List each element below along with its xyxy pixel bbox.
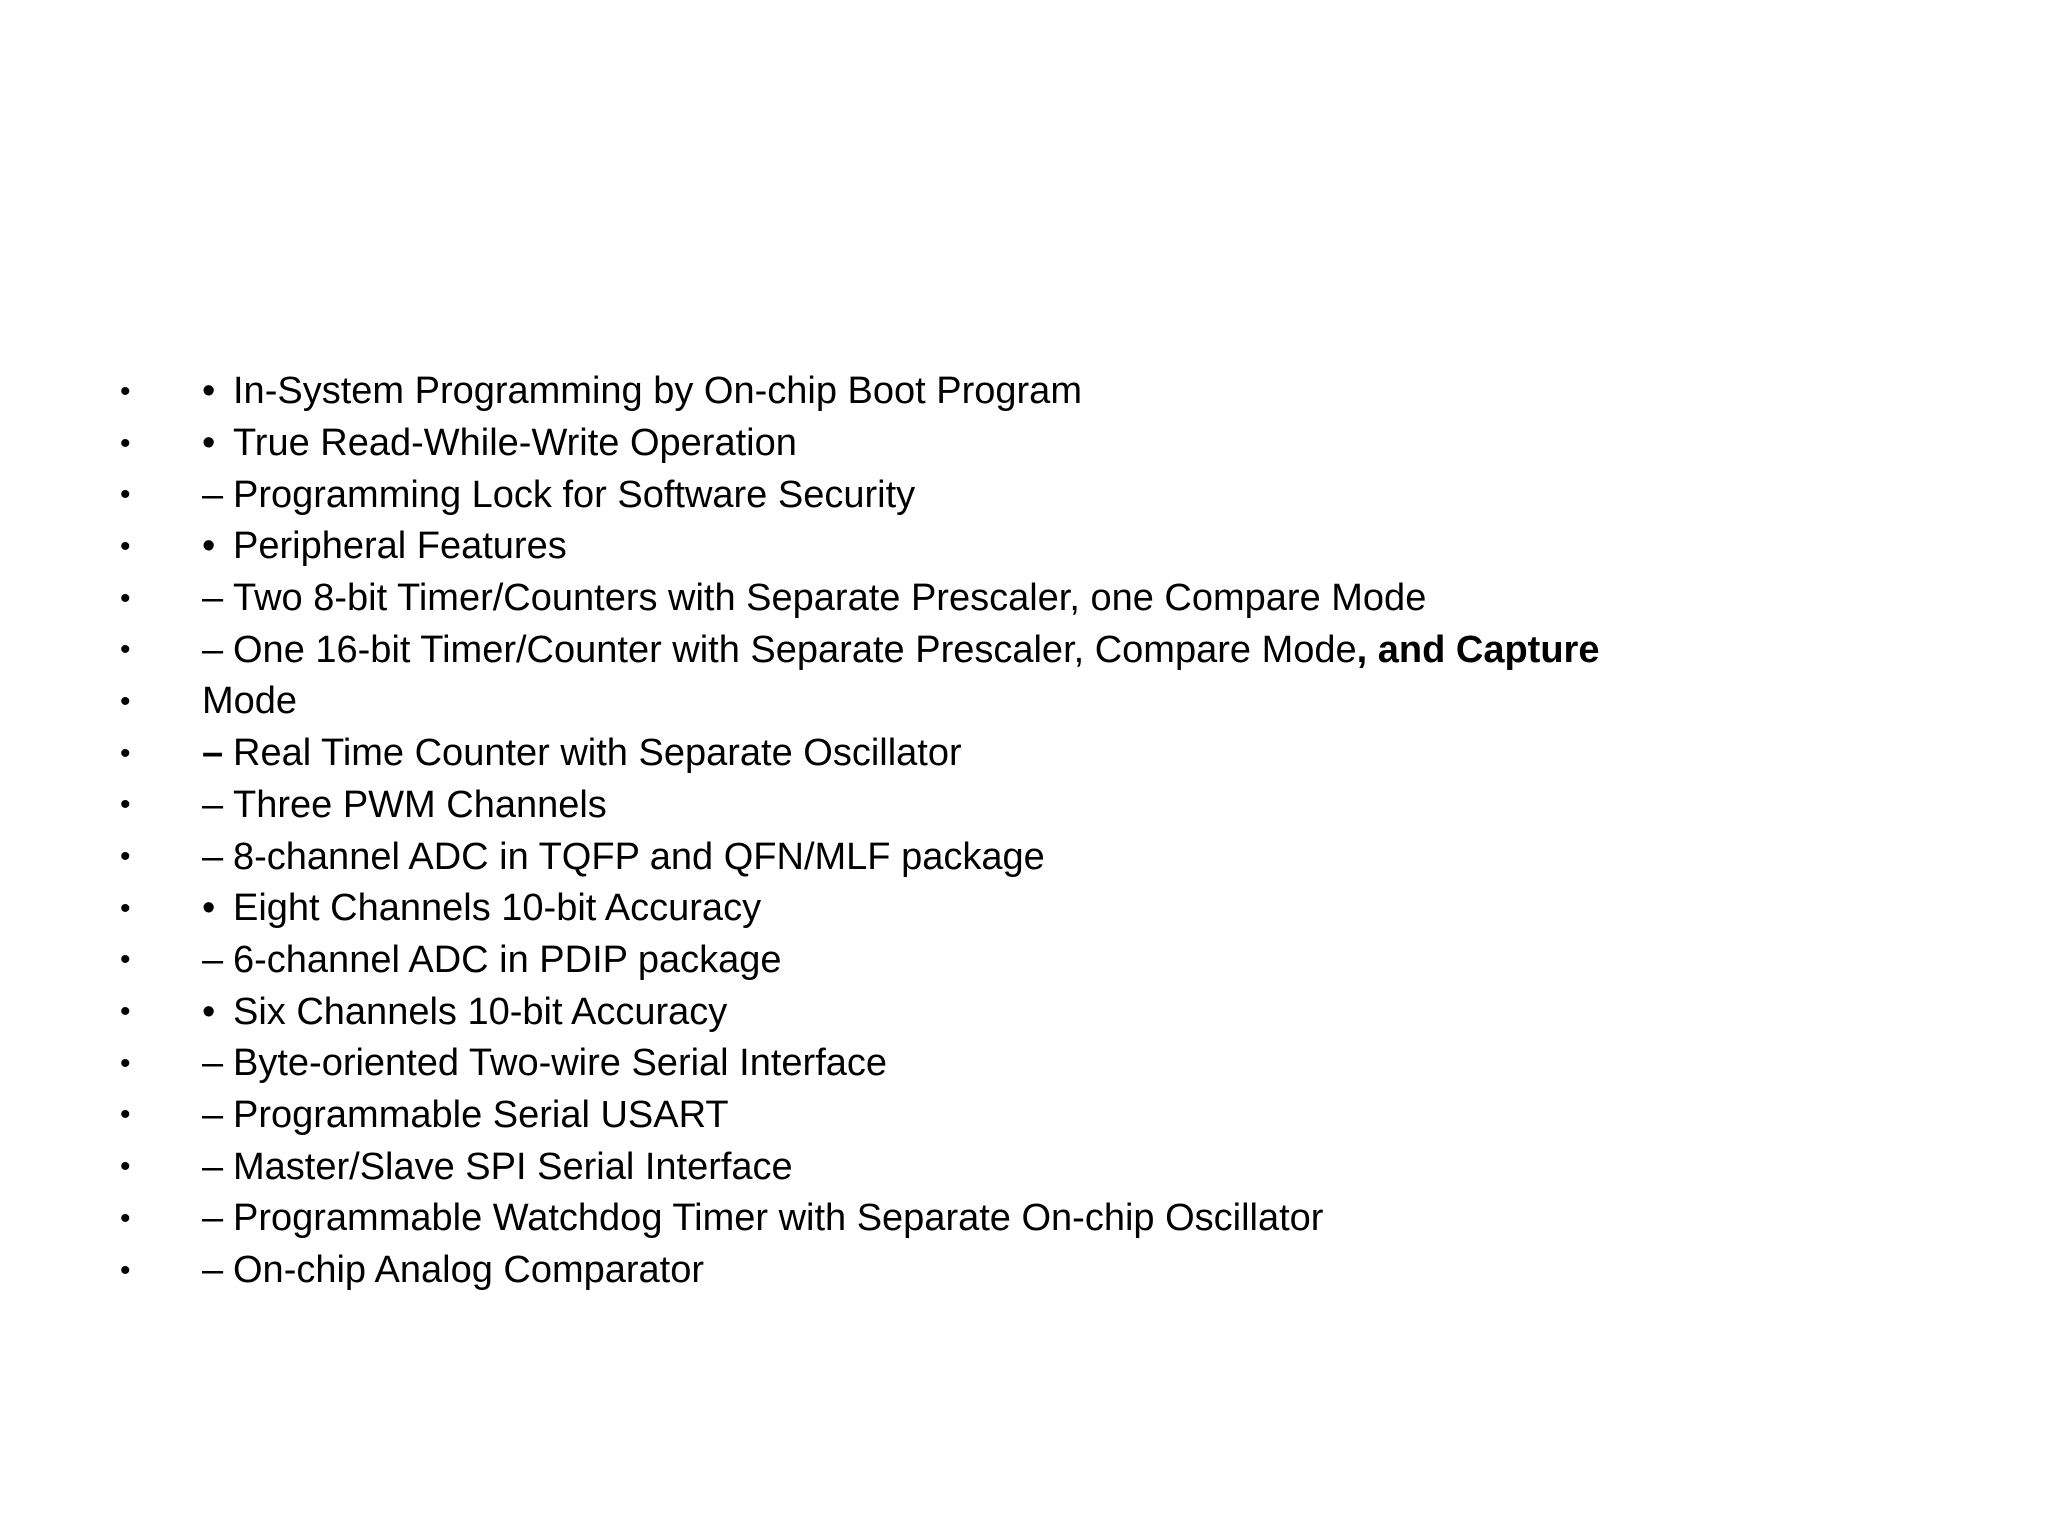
item-marker: • — [202, 422, 216, 465]
bullet-icon: • — [120, 1150, 131, 1184]
item-text: Three PWM Channels — [233, 783, 607, 826]
list-item — [120, 1245, 1940, 1297]
list-item — [120, 986, 1940, 1038]
bullet-icon: • — [120, 736, 131, 770]
list-item — [120, 573, 1940, 625]
bullet-icon: • — [120, 529, 131, 563]
item-marker: – — [202, 783, 224, 826]
bullet-icon: • — [120, 1046, 131, 1080]
list-item — [120, 469, 1940, 521]
item-marker: – — [202, 1145, 224, 1188]
list-item — [120, 831, 1940, 883]
list-item — [120, 1038, 1940, 1090]
bullet-icon: • — [120, 633, 131, 667]
item-text: In-System Programming by On-chip Boot Program — [233, 370, 1082, 413]
item-text-bold: , and Capture — [1356, 628, 1600, 671]
list-item — [120, 418, 1940, 470]
item-text: Programming Lock for Software Security — [233, 473, 916, 516]
bullet-icon: • — [120, 995, 131, 1029]
list-item — [120, 366, 1940, 418]
list-item — [120, 521, 1940, 573]
bullet-icon: • — [120, 684, 131, 718]
item-text: Mode — [202, 680, 298, 723]
item-marker: – — [202, 1093, 224, 1136]
item-text: Eight Channels 10-bit Accuracy — [233, 887, 762, 930]
list-item — [120, 1141, 1940, 1193]
bullet-icon: • — [120, 891, 131, 925]
item-marker: – — [202, 577, 224, 620]
item-text: 8-channel ADC in TQFP and QFN/MLF package — [233, 835, 1045, 878]
item-marker: – — [202, 1249, 224, 1292]
item-marker: – — [202, 1042, 224, 1085]
item-text: Programmable Serial USART — [233, 1093, 729, 1136]
item-text: Master/Slave SPI Serial Interface — [233, 1145, 793, 1188]
item-text: One 16-bit Timer/Counter with Separate Prescaler, Compare Mode — [233, 628, 1357, 671]
bullet-icon: • — [120, 426, 131, 460]
bullet-icon: • — [120, 374, 131, 408]
item-marker: • — [202, 370, 216, 413]
list-item — [120, 780, 1940, 832]
list-item — [120, 728, 1940, 780]
item-marker: – — [202, 732, 224, 775]
item-text: Two 8-bit Timer/Counters with Separate Prescaler, one Compare Mode — [233, 577, 1427, 620]
item-text: Programmable Watchdog Timer with Separate On-chip Oscillator — [233, 1197, 1324, 1240]
item-text: Six Channels 10-bit Accuracy — [233, 990, 728, 1033]
item-marker: • — [202, 887, 216, 930]
item-marker: – — [202, 835, 224, 878]
bullet-icon: • — [120, 581, 131, 615]
bullet-icon: • — [120, 1098, 131, 1132]
item-text: True Read-While-Write Operation — [233, 422, 797, 465]
list-item — [120, 935, 1940, 987]
bullet-icon: • — [120, 1253, 131, 1287]
item-marker: • — [202, 525, 216, 568]
item-text: Peripheral Features — [233, 525, 567, 568]
list-item — [120, 1090, 1940, 1142]
list-item — [120, 624, 1940, 676]
item-text: Byte-oriented Two-wire Serial Interface — [233, 1042, 888, 1085]
item-text: Real Time Counter with Separate Oscillator — [233, 732, 962, 775]
item-marker: – — [202, 473, 224, 516]
list-item — [120, 676, 1940, 728]
item-marker: – — [202, 628, 224, 671]
list-item — [120, 883, 1940, 935]
feature-list — [120, 366, 1940, 1296]
bullet-icon: • — [120, 943, 131, 977]
item-marker: – — [202, 1197, 224, 1240]
item-marker: – — [202, 938, 224, 981]
bullet-icon: • — [120, 788, 131, 822]
item-text: On-chip Analog Comparator — [233, 1249, 705, 1292]
bullet-icon: • — [120, 1201, 131, 1235]
bullet-icon: • — [120, 840, 131, 874]
item-text: 6-channel ADC in PDIP package — [233, 938, 782, 981]
list-item — [120, 1193, 1940, 1245]
bullet-icon: • — [120, 478, 131, 512]
item-marker: • — [202, 990, 216, 1033]
